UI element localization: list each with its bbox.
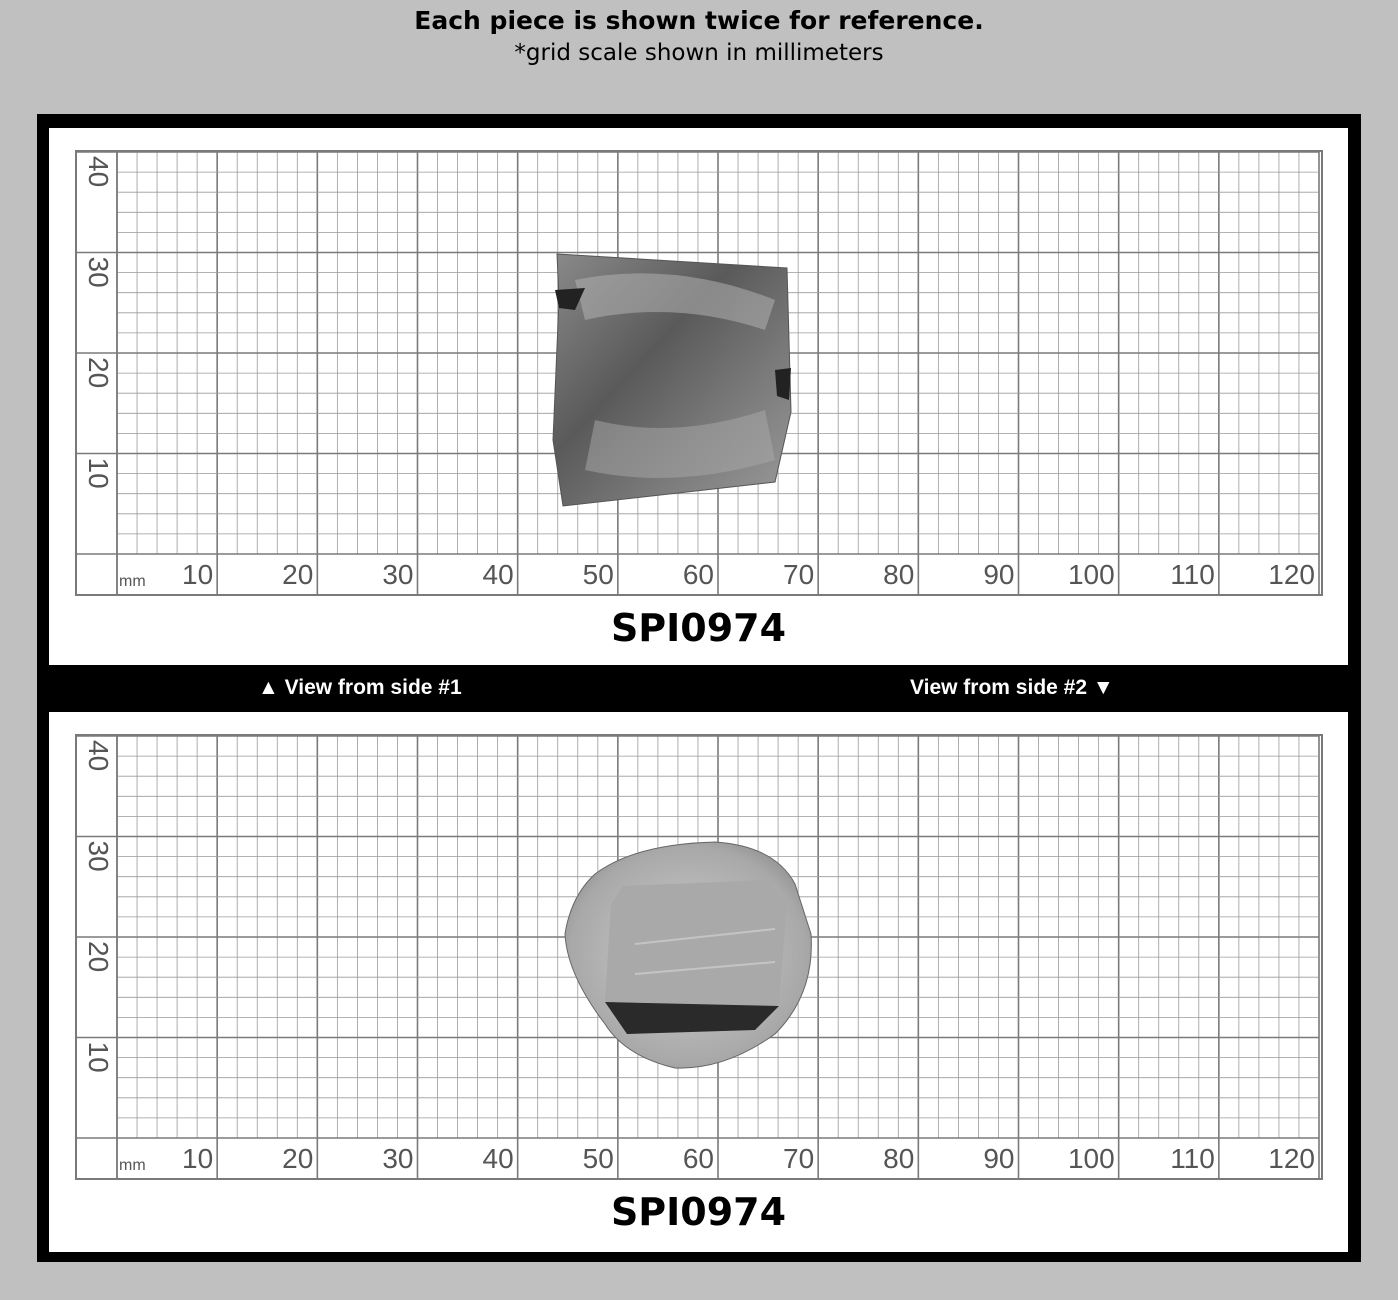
x-tick-label: 80 <box>883 559 915 590</box>
y-tick-label: 30 <box>83 256 114 288</box>
x-tick-label: 30 <box>382 1143 414 1174</box>
y-tick-label: 40 <box>83 156 114 188</box>
y-tick-label: 30 <box>83 840 114 872</box>
x-tick-label: 40 <box>482 559 514 590</box>
x-tick-label: 120 <box>1268 1143 1315 1174</box>
page-title: Each piece is shown twice for reference. <box>414 6 984 35</box>
x-tick-label: 80 <box>883 1143 915 1174</box>
y-tick-label: 20 <box>83 941 114 973</box>
x-tick-label: 10 <box>182 1143 214 1174</box>
x-tick-label: 120 <box>1268 559 1315 590</box>
view-panel-side-2 <box>49 712 1348 1252</box>
y-tick-label: 10 <box>83 1041 114 1073</box>
y-axis-labels <box>83 740 114 1073</box>
specimen-id-label: SPI0974 <box>610 606 787 650</box>
unit-label: mm <box>119 1157 146 1174</box>
x-tick-label: 20 <box>282 1143 314 1174</box>
x-tick-label: 110 <box>1170 1143 1215 1174</box>
side-2-caption: View from side #2 ▼ <box>910 676 1114 699</box>
x-tick-label: 30 <box>382 559 414 590</box>
x-tick-label: 60 <box>682 1143 714 1174</box>
unit-label: mm <box>119 573 146 590</box>
x-tick-label: 110 <box>1170 559 1215 590</box>
x-tick-label: 70 <box>783 1143 815 1174</box>
mm-grid <box>75 150 1323 596</box>
y-tick-label: 40 <box>83 740 114 772</box>
x-tick-label: 50 <box>582 559 614 590</box>
specimen-photo-side-2 <box>565 842 811 1068</box>
side-1-caption: ▲ View from side #1 <box>258 676 462 699</box>
view-panel-side-1 <box>49 128 1348 665</box>
x-tick-label: 60 <box>682 559 714 590</box>
mm-grid <box>75 734 1323 1180</box>
x-tick-label: 90 <box>983 1143 1015 1174</box>
y-tick-label: 20 <box>83 357 114 389</box>
x-axis-labels <box>119 1143 1315 1174</box>
x-tick-label: 50 <box>582 1143 614 1174</box>
x-tick-label: 70 <box>783 559 815 590</box>
x-tick-label: 10 <box>182 559 214 590</box>
x-tick-label: 20 <box>282 559 314 590</box>
y-axis-labels <box>83 156 114 489</box>
y-tick-label: 10 <box>83 457 114 489</box>
page-subtitle: *grid scale shown in millimeters <box>514 40 884 66</box>
x-tick-label: 90 <box>983 559 1015 590</box>
specimen-photo-side-1 <box>553 254 791 506</box>
x-tick-label: 40 <box>482 1143 514 1174</box>
x-tick-label: 100 <box>1067 1143 1115 1174</box>
x-axis-labels <box>119 559 1315 590</box>
specimen-id-label: SPI0974 <box>610 1190 787 1234</box>
x-tick-label: 100 <box>1067 559 1115 590</box>
